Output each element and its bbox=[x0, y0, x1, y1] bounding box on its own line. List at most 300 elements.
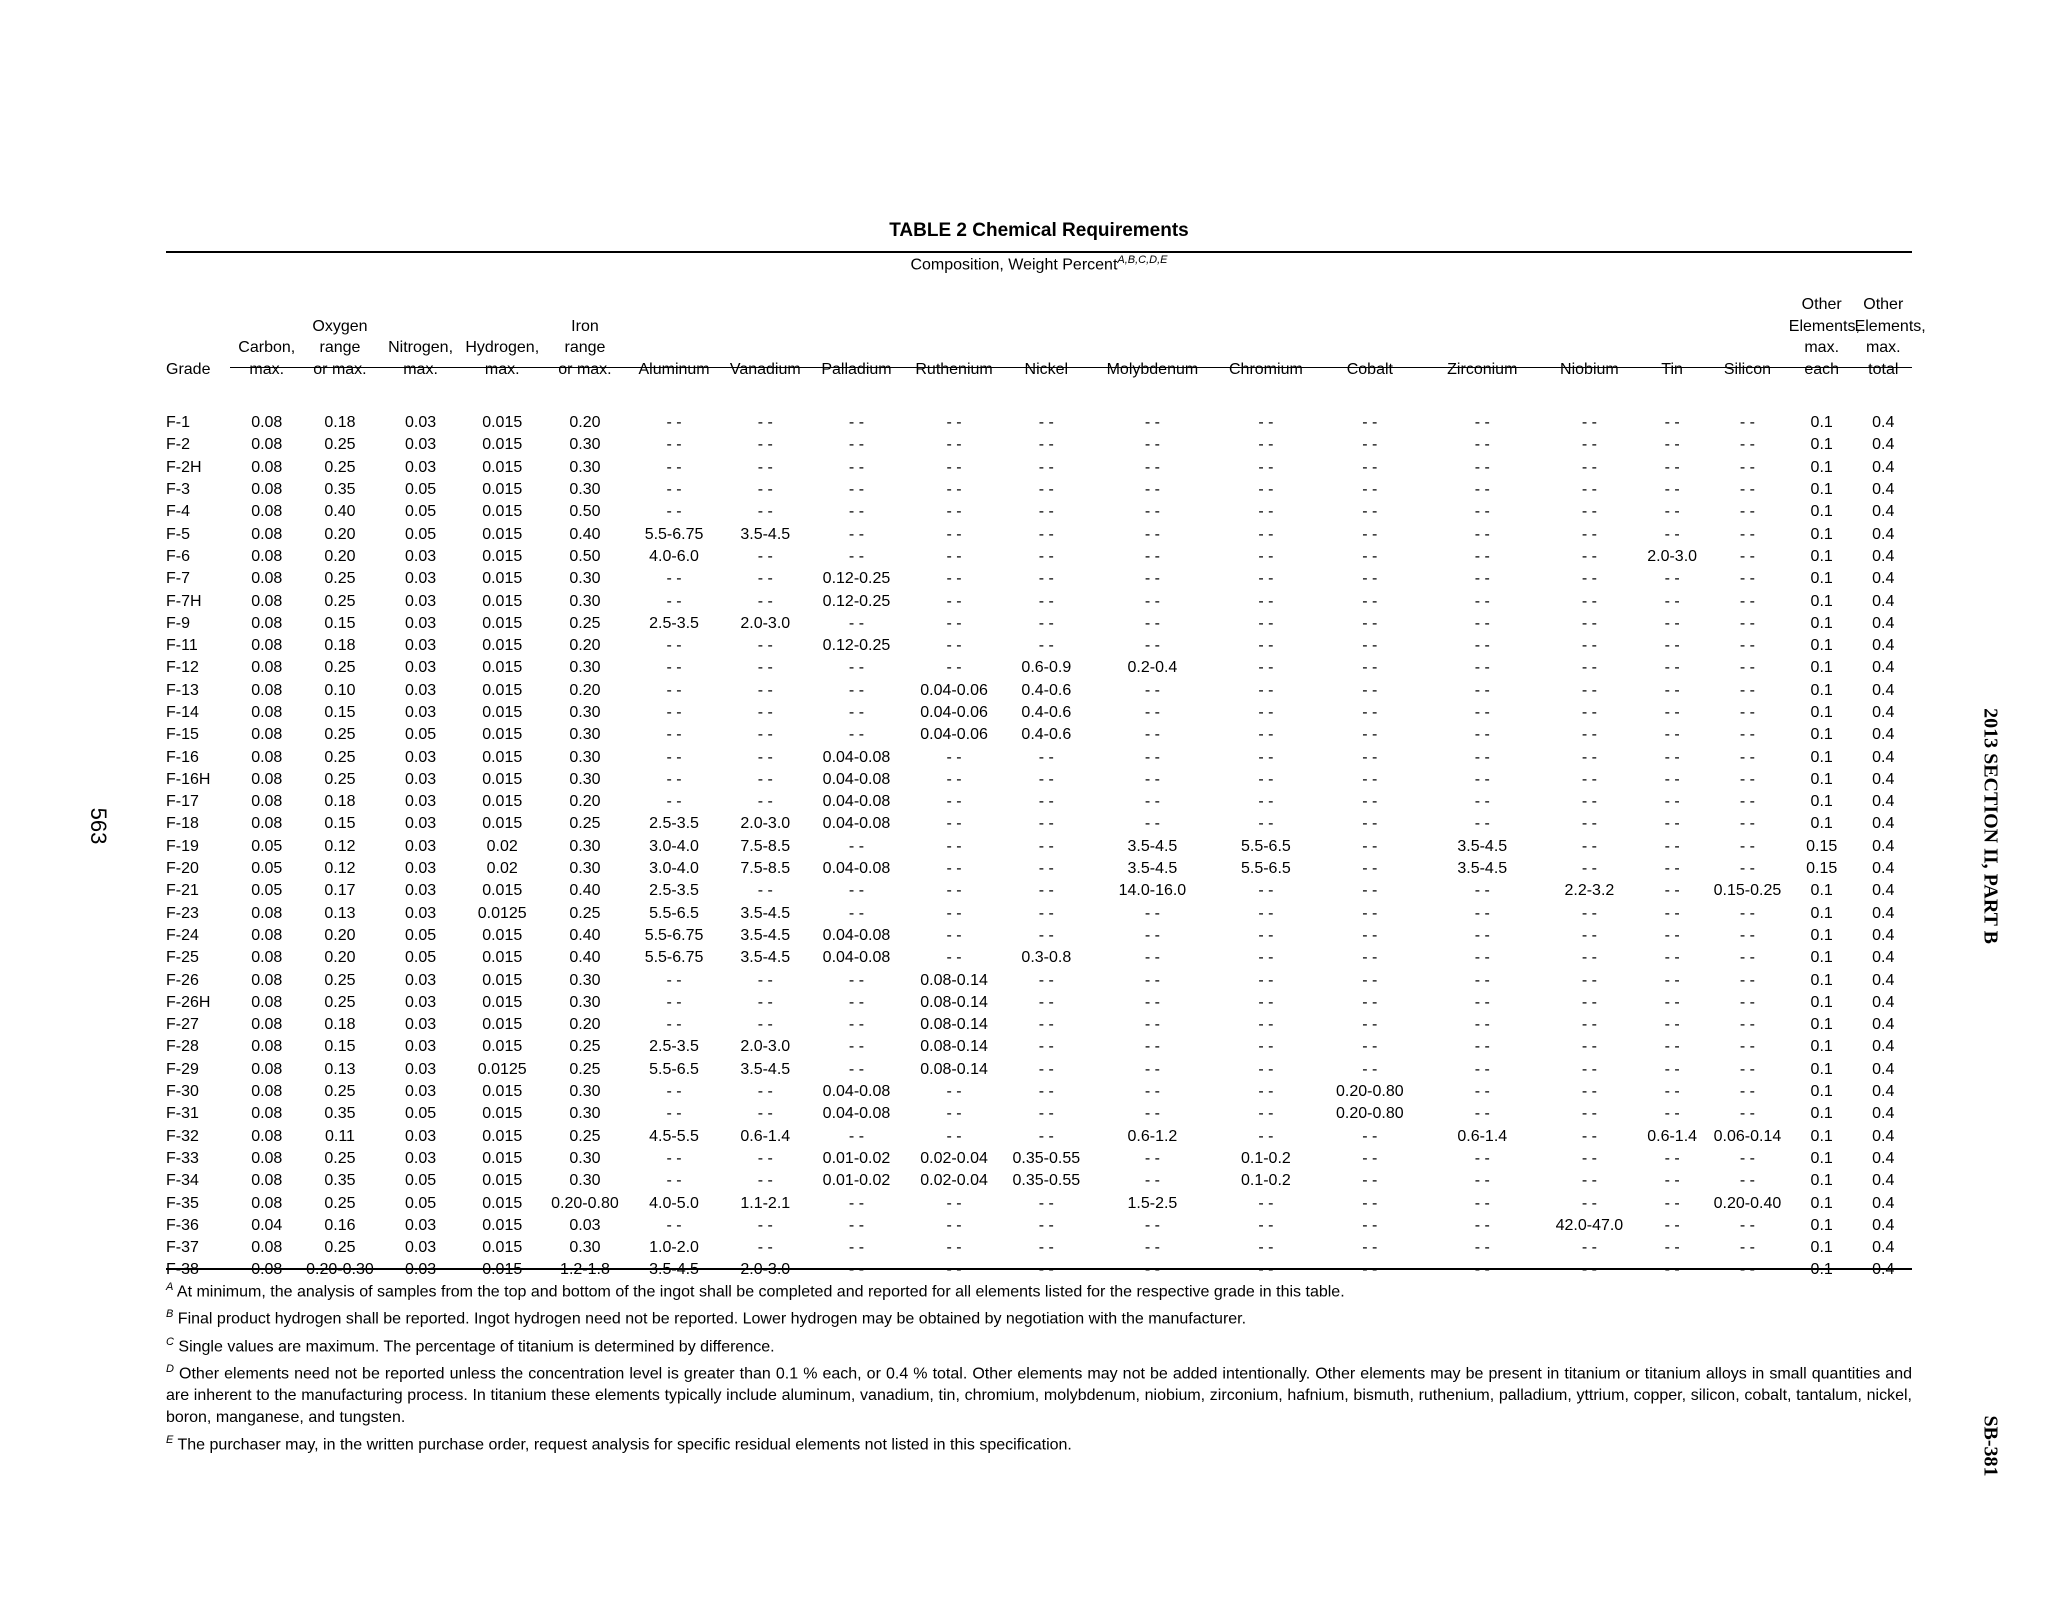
table-cell: 2.0-3.0 bbox=[1647, 547, 1698, 565]
table-cell: - - bbox=[1739, 837, 1755, 855]
table-cell: 0.1 bbox=[1810, 704, 1833, 721]
table-cell: 5.5-6.75 bbox=[644, 949, 704, 967]
table-cell: - - bbox=[1362, 1216, 1378, 1234]
table-cell: - - bbox=[1664, 1261, 1680, 1279]
table-cell: - - bbox=[757, 1016, 773, 1034]
table-cell: - - bbox=[757, 503, 773, 521]
table-cell: 0.015 bbox=[482, 1261, 523, 1279]
table-cell: 0.35 bbox=[324, 1105, 356, 1123]
table-cell: 0.1 bbox=[1810, 1239, 1833, 1257]
footnote-mark: C bbox=[166, 1335, 174, 1348]
table-cell: 0.4 bbox=[1872, 949, 1895, 967]
table-cell: - - bbox=[1474, 971, 1490, 989]
table-cell: 0.015 bbox=[482, 1105, 523, 1123]
column-header-line: range bbox=[564, 339, 606, 356]
caption-text: Composition, Weight Percent bbox=[910, 256, 1118, 274]
table-cell: - - bbox=[1258, 748, 1274, 766]
table-cell: 0.1 bbox=[1810, 949, 1833, 967]
footnote-text: The purchaser may, in the written purchase order, request analysis for specific residual elements not listed in this specification. bbox=[177, 1436, 1072, 1454]
table-cell: - - bbox=[1581, 458, 1597, 476]
table-cell: 0.08 bbox=[251, 926, 283, 944]
table-cell: - - bbox=[1581, 570, 1597, 588]
table-cell: 2.2-3.2 bbox=[1564, 882, 1615, 900]
table-cell: - - bbox=[1664, 770, 1680, 788]
table-cell: 0.1 bbox=[1810, 926, 1833, 944]
table-cell: - - bbox=[1144, 748, 1160, 766]
table-row bbox=[166, 1215, 1912, 1237]
table-cell: 0.4 bbox=[1872, 971, 1895, 989]
table-cell: 0.015 bbox=[482, 414, 523, 432]
table-cell: 0.20 bbox=[569, 414, 601, 432]
table-cell: 0.03 bbox=[404, 704, 437, 721]
table-cell: 0.015 bbox=[482, 637, 523, 655]
table-cell: 0.20 bbox=[569, 1016, 601, 1034]
table-cell: - - bbox=[1258, 481, 1274, 499]
table-cell: - - bbox=[757, 570, 773, 588]
table-cell: - - bbox=[666, 592, 682, 610]
table-cell: - - bbox=[1362, 815, 1378, 833]
table-row bbox=[166, 613, 1912, 635]
table-row bbox=[166, 903, 1912, 925]
table-cell: - - bbox=[1038, 926, 1054, 944]
grade-cell: F-7 bbox=[166, 570, 190, 588]
table-cell: 0.03 bbox=[404, 837, 437, 855]
table-cell: - - bbox=[1474, 926, 1490, 944]
table-cell: - - bbox=[1038, 904, 1054, 922]
table-cell: 0.03 bbox=[404, 1083, 437, 1101]
table-cell: 2.5-3.5 bbox=[649, 882, 699, 900]
table-cell: 0.4-0.6 bbox=[1021, 681, 1072, 699]
column-header bbox=[1004, 294, 1089, 384]
table-cell: - - bbox=[757, 414, 773, 432]
table-cell: - - bbox=[1474, 1239, 1490, 1257]
table-cell: - - bbox=[1258, 904, 1274, 922]
table-cell: - - bbox=[1474, 525, 1490, 543]
table-body bbox=[166, 384, 1912, 1282]
table-cell: 0.015 bbox=[482, 726, 523, 744]
table-cell: - - bbox=[848, 1194, 865, 1212]
table-cell: - - bbox=[1664, 481, 1680, 499]
table-cell: 0.30 bbox=[569, 993, 601, 1011]
table-cell: - - bbox=[1581, 547, 1597, 565]
column-header bbox=[1638, 294, 1706, 384]
table-cell: 0.04-0.08 bbox=[822, 949, 891, 967]
table-cell: 0.25 bbox=[569, 904, 601, 922]
grade-cell: F-17 bbox=[166, 793, 199, 811]
table-cell: - - bbox=[1258, 592, 1274, 610]
table-cell: 0.1 bbox=[1810, 1216, 1833, 1234]
table-cell: - - bbox=[1474, 1060, 1490, 1078]
column-header-line: Oxygen bbox=[312, 317, 368, 335]
table-cell: - - bbox=[1474, 815, 1490, 833]
table-cell: - - bbox=[1581, 481, 1597, 499]
table-cell: - - bbox=[1038, 1105, 1054, 1123]
table-cell: 0.1 bbox=[1810, 882, 1833, 900]
table-cell: - - bbox=[666, 993, 682, 1011]
table-row bbox=[166, 1148, 1912, 1170]
table-cell: - - bbox=[1144, 1083, 1160, 1101]
table-cell: - - bbox=[666, 637, 682, 655]
table-cell: - - bbox=[848, 414, 865, 432]
table-cell: 0.08-0.14 bbox=[920, 1016, 988, 1034]
grade-cell: F-2H bbox=[166, 458, 202, 476]
table-cell: - - bbox=[666, 570, 682, 588]
table-cell: - - bbox=[757, 1105, 773, 1123]
table-cell: - - bbox=[1664, 1016, 1680, 1034]
grade-cell: F-30 bbox=[166, 1083, 199, 1101]
caption-footnote-marks: A,B,C,D,E bbox=[1117, 254, 1168, 266]
table-cell: - - bbox=[1038, 1194, 1054, 1212]
table-cell: - - bbox=[1581, 926, 1597, 944]
table-cell: - - bbox=[1144, 614, 1160, 632]
table-cell: - - bbox=[1581, 592, 1597, 610]
table-row bbox=[166, 457, 1912, 479]
table-cell: - - bbox=[1664, 1083, 1680, 1101]
column-header-line: Nickel bbox=[1024, 360, 1069, 378]
table-cell: - - bbox=[1664, 681, 1680, 699]
table-cell: 3.5-4.5 bbox=[1127, 860, 1178, 878]
table-cell: 0.03 bbox=[404, 1016, 437, 1034]
table-cell: 0.03 bbox=[404, 770, 437, 788]
table-cell: - - bbox=[848, 659, 865, 677]
table-cell: - - bbox=[848, 993, 865, 1011]
table-cell: - - bbox=[1362, 704, 1378, 721]
table-cell: 2.5-3.5 bbox=[649, 1038, 699, 1056]
table-cell: - - bbox=[757, 726, 773, 744]
table-cell: - - bbox=[1739, 1016, 1755, 1034]
table-cell: 0.08 bbox=[251, 659, 283, 677]
table-cell: - - bbox=[1581, 837, 1597, 855]
column-header-line: Carbon, bbox=[238, 339, 296, 356]
column-header-line: Cobalt bbox=[1346, 360, 1393, 378]
header-rule bbox=[230, 367, 1912, 368]
table-cell: 0.05 bbox=[251, 837, 283, 855]
table-row bbox=[166, 1081, 1912, 1103]
table-cell: 0.20-0.80 bbox=[1336, 1083, 1404, 1101]
column-header-line: Silicon bbox=[1723, 360, 1771, 378]
table-cell: 0.10 bbox=[324, 681, 356, 699]
table-cell: 0.015 bbox=[482, 436, 523, 454]
table-cell: 0.015 bbox=[482, 1016, 523, 1034]
table-cell: 3.5-4.5 bbox=[740, 1060, 791, 1078]
table-cell: - - bbox=[946, 1083, 962, 1101]
table-cell: 0.05 bbox=[404, 926, 437, 944]
table-cell: - - bbox=[1739, 993, 1755, 1011]
table-cell: 5.5-6.5 bbox=[649, 1060, 699, 1078]
table-cell: - - bbox=[1038, 1216, 1054, 1234]
table-cell: 0.15 bbox=[324, 614, 356, 632]
table-cell: - - bbox=[757, 748, 773, 766]
table-cell: - - bbox=[1038, 1127, 1054, 1145]
table-cell: 0.03 bbox=[404, 614, 437, 632]
table-cell: - - bbox=[1362, 793, 1378, 811]
table-cell: - - bbox=[1038, 637, 1054, 655]
table-cell: - - bbox=[1362, 837, 1378, 855]
table-cell: - - bbox=[1258, 815, 1274, 833]
table-cell: - - bbox=[1474, 436, 1490, 454]
table-cell: 0.06-0.14 bbox=[1713, 1127, 1782, 1145]
column-header bbox=[722, 294, 809, 384]
table-cell: 0.4 bbox=[1872, 1127, 1895, 1145]
column-header-line: total bbox=[1868, 360, 1899, 378]
table-cell: 0.18 bbox=[324, 1016, 356, 1034]
table-cell: 0.4 bbox=[1872, 659, 1895, 677]
table-cell: - - bbox=[1664, 1239, 1680, 1257]
table-cell: - - bbox=[1362, 726, 1378, 744]
table-cell: - - bbox=[666, 1105, 682, 1123]
table-cell: 3.5-4.5 bbox=[740, 525, 791, 543]
table-cell: - - bbox=[757, 993, 773, 1011]
table-cell: - - bbox=[1739, 860, 1755, 878]
table-cell: - - bbox=[1038, 815, 1054, 833]
table-cell: - - bbox=[1581, 503, 1597, 521]
table-cell: 0.30 bbox=[569, 748, 601, 766]
table-cell: 0.03 bbox=[569, 1216, 601, 1234]
table-row bbox=[166, 969, 1912, 991]
table-cell: 0.1 bbox=[1810, 1127, 1833, 1145]
table-cell: 0.03 bbox=[404, 414, 437, 432]
column-header bbox=[1089, 294, 1216, 384]
table-cell: 3.5-4.5 bbox=[740, 949, 791, 967]
table-cell: - - bbox=[1664, 882, 1680, 900]
table-cell: 0.20 bbox=[324, 949, 356, 967]
table-cell: 0.30 bbox=[569, 837, 601, 855]
specification-id: SB-381 bbox=[1979, 1415, 2002, 1477]
table-cell: 0.11 bbox=[324, 1127, 355, 1145]
table-cell: 0.1 bbox=[1810, 1038, 1833, 1056]
table-cell: 0.015 bbox=[482, 1216, 523, 1234]
table-cell: 0.15 bbox=[1806, 860, 1838, 878]
column-header bbox=[461, 294, 544, 384]
table-cell: - - bbox=[946, 659, 962, 677]
table-cell: 5.5-6.75 bbox=[644, 926, 704, 944]
table-cell: 5.5-6.5 bbox=[1240, 837, 1291, 855]
table-row bbox=[166, 680, 1912, 702]
table-cell: 0.05 bbox=[404, 525, 437, 543]
table-cell: - - bbox=[1362, 414, 1378, 432]
table-cell: - - bbox=[1739, 971, 1755, 989]
table-cell: - - bbox=[1581, 770, 1597, 788]
grade-cell: F-16 bbox=[166, 748, 199, 766]
table-cell: 0.015 bbox=[482, 659, 523, 677]
table-cell: - - bbox=[1144, 1038, 1160, 1056]
table-cell: 0.15 bbox=[324, 1038, 356, 1056]
table-cell: 0.1 bbox=[1810, 547, 1833, 565]
table-cell: 0.08 bbox=[251, 614, 283, 632]
table-cell: - - bbox=[1144, 481, 1160, 499]
table-cell: - - bbox=[1258, 770, 1274, 788]
table-cell: 0.4 bbox=[1872, 1016, 1895, 1034]
table-row bbox=[166, 1014, 1912, 1036]
table-cell: - - bbox=[1362, 1127, 1378, 1145]
table-cell: 0.6-0.9 bbox=[1021, 659, 1072, 677]
table-cell: 4.5-5.5 bbox=[649, 1127, 699, 1145]
table-cell: - - bbox=[1581, 1060, 1597, 1078]
table-cell: 0.03 bbox=[404, 681, 437, 699]
table-cell: - - bbox=[1144, 547, 1160, 565]
table-cell: 0.04-0.08 bbox=[822, 770, 891, 788]
table-cell: - - bbox=[848, 681, 865, 699]
table-row bbox=[166, 412, 1912, 434]
table-cell: 0.25 bbox=[569, 1127, 601, 1145]
table-cell: 5.5-6.75 bbox=[644, 525, 704, 543]
table-cell: 0.1 bbox=[1810, 726, 1833, 744]
table-cell: - - bbox=[1739, 1172, 1755, 1190]
table-cell: 0.015 bbox=[482, 882, 523, 900]
column-header-line: Other bbox=[1863, 296, 1904, 313]
table-cell: - - bbox=[1144, 904, 1160, 922]
table-cell: 0.05 bbox=[404, 1172, 437, 1190]
table-cell: 0.08 bbox=[251, 1038, 283, 1056]
table-cell: - - bbox=[666, 1083, 682, 1101]
table-cell: - - bbox=[666, 748, 682, 766]
footnote-text: Single values are maximum. The percentage of titanium is determined by difference. bbox=[178, 1337, 775, 1355]
table-cell: - - bbox=[946, 547, 962, 565]
table-cell: - - bbox=[1258, 458, 1274, 476]
table-cell: - - bbox=[1144, 926, 1160, 944]
column-header bbox=[300, 294, 381, 384]
table-cell: - - bbox=[666, 436, 682, 454]
table-cell: - - bbox=[1144, 436, 1160, 454]
table-cell: 0.04-0.06 bbox=[920, 726, 988, 744]
column-header-line: Ruthenium bbox=[915, 360, 993, 378]
table-cell: - - bbox=[1739, 904, 1755, 922]
table-cell: 0.4-0.6 bbox=[1021, 704, 1072, 721]
grade-cell: F-37 bbox=[166, 1239, 199, 1257]
column-header-line: Iron bbox=[571, 317, 599, 335]
table-cell: 0.015 bbox=[482, 770, 523, 788]
table-row bbox=[166, 523, 1912, 545]
table-cell: 0.08 bbox=[251, 547, 283, 565]
grade-cell: F-21 bbox=[166, 882, 199, 900]
table-cell: 0.25 bbox=[324, 458, 356, 476]
table-cell: - - bbox=[1664, 659, 1680, 677]
table-cell: - - bbox=[1474, 1038, 1490, 1056]
table-cell: - - bbox=[1038, 436, 1054, 454]
table-cell: 0.015 bbox=[482, 525, 523, 543]
table-cell: - - bbox=[1258, 1127, 1274, 1145]
table-cell: - - bbox=[848, 1038, 865, 1056]
table-cell: - - bbox=[1474, 592, 1490, 610]
table-cell: 0.4 bbox=[1872, 481, 1895, 499]
table-cell: - - bbox=[1038, 860, 1054, 878]
table-row bbox=[166, 702, 1912, 724]
grade-cell: F-14 bbox=[166, 704, 199, 721]
table-cell: - - bbox=[1664, 436, 1680, 454]
table-row bbox=[166, 880, 1912, 902]
table-cell: - - bbox=[1144, 525, 1160, 543]
table-cell: 3.0-4.0 bbox=[649, 860, 699, 878]
table-cell: - - bbox=[1362, 971, 1378, 989]
table-cell: 0.25 bbox=[324, 1239, 356, 1257]
table-cell: 1.2-1.8 bbox=[560, 1261, 610, 1279]
table-cell: 0.08 bbox=[251, 570, 283, 588]
table-cell: 0.015 bbox=[482, 1083, 523, 1101]
table-cell: 0.03 bbox=[404, 860, 437, 878]
table-cell: 0.1-0.2 bbox=[1240, 1149, 1291, 1167]
table-cell: - - bbox=[1664, 570, 1680, 588]
grade-cell: F-15 bbox=[166, 726, 199, 744]
table-cell: 0.0125 bbox=[477, 904, 527, 922]
table-cell: 0.6-1.2 bbox=[1127, 1127, 1178, 1145]
table-cell: 0.1 bbox=[1810, 770, 1833, 788]
table-cell: 4.0-6.0 bbox=[649, 547, 699, 565]
table-cell: 0.1 bbox=[1810, 458, 1833, 476]
table-cell: - - bbox=[848, 837, 865, 855]
table-cell: 0.35 bbox=[324, 481, 356, 499]
column-header-line: max. bbox=[1804, 339, 1840, 356]
table-row bbox=[166, 1103, 1912, 1125]
table-cell: - - bbox=[1038, 1016, 1054, 1034]
table-cell: 0.4 bbox=[1872, 547, 1895, 565]
table-cell: - - bbox=[666, 704, 682, 721]
table-cell: - - bbox=[666, 726, 682, 744]
table-cell: 0.08 bbox=[251, 458, 283, 476]
table-cell: - - bbox=[1474, 726, 1490, 744]
table-cell: 0.015 bbox=[482, 971, 523, 989]
table-cell: - - bbox=[946, 1239, 962, 1257]
table-cell: 0.08 bbox=[251, 815, 283, 833]
table-cell: 0.4 bbox=[1872, 770, 1895, 788]
table-cell: - - bbox=[946, 1194, 962, 1212]
table-cell: 0.30 bbox=[569, 1105, 601, 1123]
table-cell: - - bbox=[1258, 1216, 1274, 1234]
table-cell: 0.20 bbox=[569, 793, 601, 811]
table-cell: 0.1 bbox=[1810, 525, 1833, 543]
table-cell: 0.08 bbox=[251, 414, 283, 432]
table-cell: 0.20 bbox=[324, 525, 356, 543]
table-cell: - - bbox=[1581, 637, 1597, 655]
table-cell: 0.08-0.14 bbox=[920, 993, 988, 1011]
column-header-line: Nitrogen, bbox=[388, 339, 454, 356]
table-cell: 0.08 bbox=[251, 904, 283, 922]
table-cell: 0.50 bbox=[569, 503, 601, 521]
table-cell: - - bbox=[1581, 1261, 1597, 1279]
table-cell: 0.08 bbox=[251, 1016, 283, 1034]
table-cell: 2.0-3.0 bbox=[740, 1261, 791, 1279]
table-cell: - - bbox=[946, 926, 962, 944]
table-cell: - - bbox=[1664, 525, 1680, 543]
table-cell: - - bbox=[666, 681, 682, 699]
table-cell: 0.25 bbox=[569, 815, 601, 833]
column-header-line: max. bbox=[249, 360, 285, 378]
table-cell: 0.03 bbox=[404, 815, 437, 833]
table-cell: - - bbox=[1038, 414, 1054, 432]
table-cell: - - bbox=[1144, 1149, 1160, 1167]
table-cell: - - bbox=[1362, 637, 1378, 655]
table-cell: - - bbox=[1581, 659, 1597, 677]
table-cell: - - bbox=[1581, 414, 1597, 432]
table-cell: 0.1 bbox=[1810, 1105, 1833, 1123]
table-cell: - - bbox=[666, 414, 682, 432]
table-cell: 2.0-3.0 bbox=[740, 614, 791, 632]
table-cell: - - bbox=[1581, 1239, 1597, 1257]
grade-cell: F-6 bbox=[166, 547, 190, 565]
table-cell: - - bbox=[946, 949, 962, 967]
table-cell: 0.08 bbox=[251, 503, 283, 521]
table-cell: - - bbox=[1362, 860, 1378, 878]
grade-cell: F-25 bbox=[166, 949, 199, 967]
table-cell: - - bbox=[1258, 971, 1274, 989]
table-cell: - - bbox=[1362, 436, 1378, 454]
table-cell: 5.5-6.5 bbox=[1240, 860, 1291, 878]
column-header-line: Chromium bbox=[1229, 360, 1303, 378]
column-header bbox=[166, 294, 234, 384]
table-cell: 3.5-4.5 bbox=[1457, 837, 1508, 855]
table-cell: - - bbox=[1664, 1038, 1680, 1056]
table-cell: - - bbox=[1038, 592, 1054, 610]
table-cell: 0.18 bbox=[324, 414, 356, 432]
